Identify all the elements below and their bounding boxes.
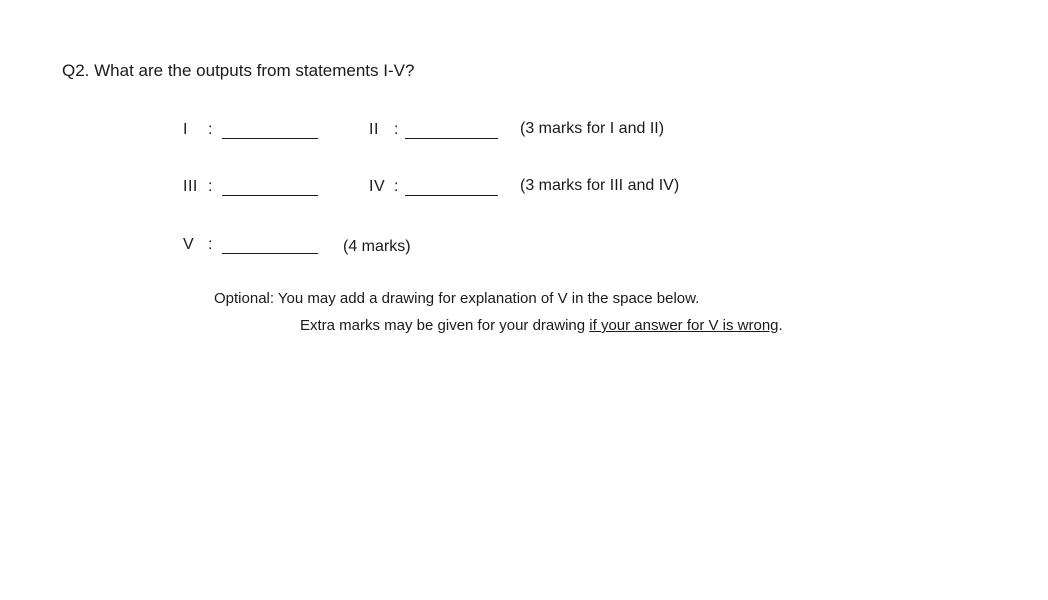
- colon-ii: :: [394, 121, 399, 138]
- question-title: Q2. What are the outputs from statements I-V?: [62, 61, 415, 80]
- answer-blank-i[interactable]: [222, 137, 318, 139]
- extra-marks-note: [300, 317, 783, 334]
- answer-blank-v[interactable]: [222, 252, 318, 254]
- label-ii: II: [369, 121, 379, 138]
- answer-blank-ii[interactable]: [405, 137, 498, 139]
- marks-row-1: (3 marks for I and II): [520, 120, 665, 137]
- colon-v: :: [208, 236, 213, 253]
- optional-note: Optional: You may add a drawing for explanation of V in the space below.: [214, 290, 700, 307]
- label-v: V: [183, 236, 195, 253]
- label-iv: IV: [369, 178, 386, 195]
- colon-i: :: [208, 121, 213, 138]
- colon-iii: :: [208, 178, 213, 195]
- extra-marks-text: Extra marks may be given for your drawing: [300, 317, 590, 334]
- marks-row-3: (4 marks): [343, 238, 411, 255]
- extra-marks-condition: if your answer for V is wrong: [589, 317, 779, 334]
- colon-iv: :: [394, 178, 399, 195]
- drawing-space[interactable]: [62, 350, 982, 590]
- extra-marks-period: .: [778, 317, 783, 334]
- answer-blank-iii[interactable]: [222, 194, 318, 196]
- label-iii: III: [183, 178, 198, 195]
- answer-blank-iv[interactable]: [405, 194, 498, 196]
- marks-row-2: (3 marks for III and IV): [520, 177, 680, 194]
- label-i: I: [183, 121, 188, 138]
